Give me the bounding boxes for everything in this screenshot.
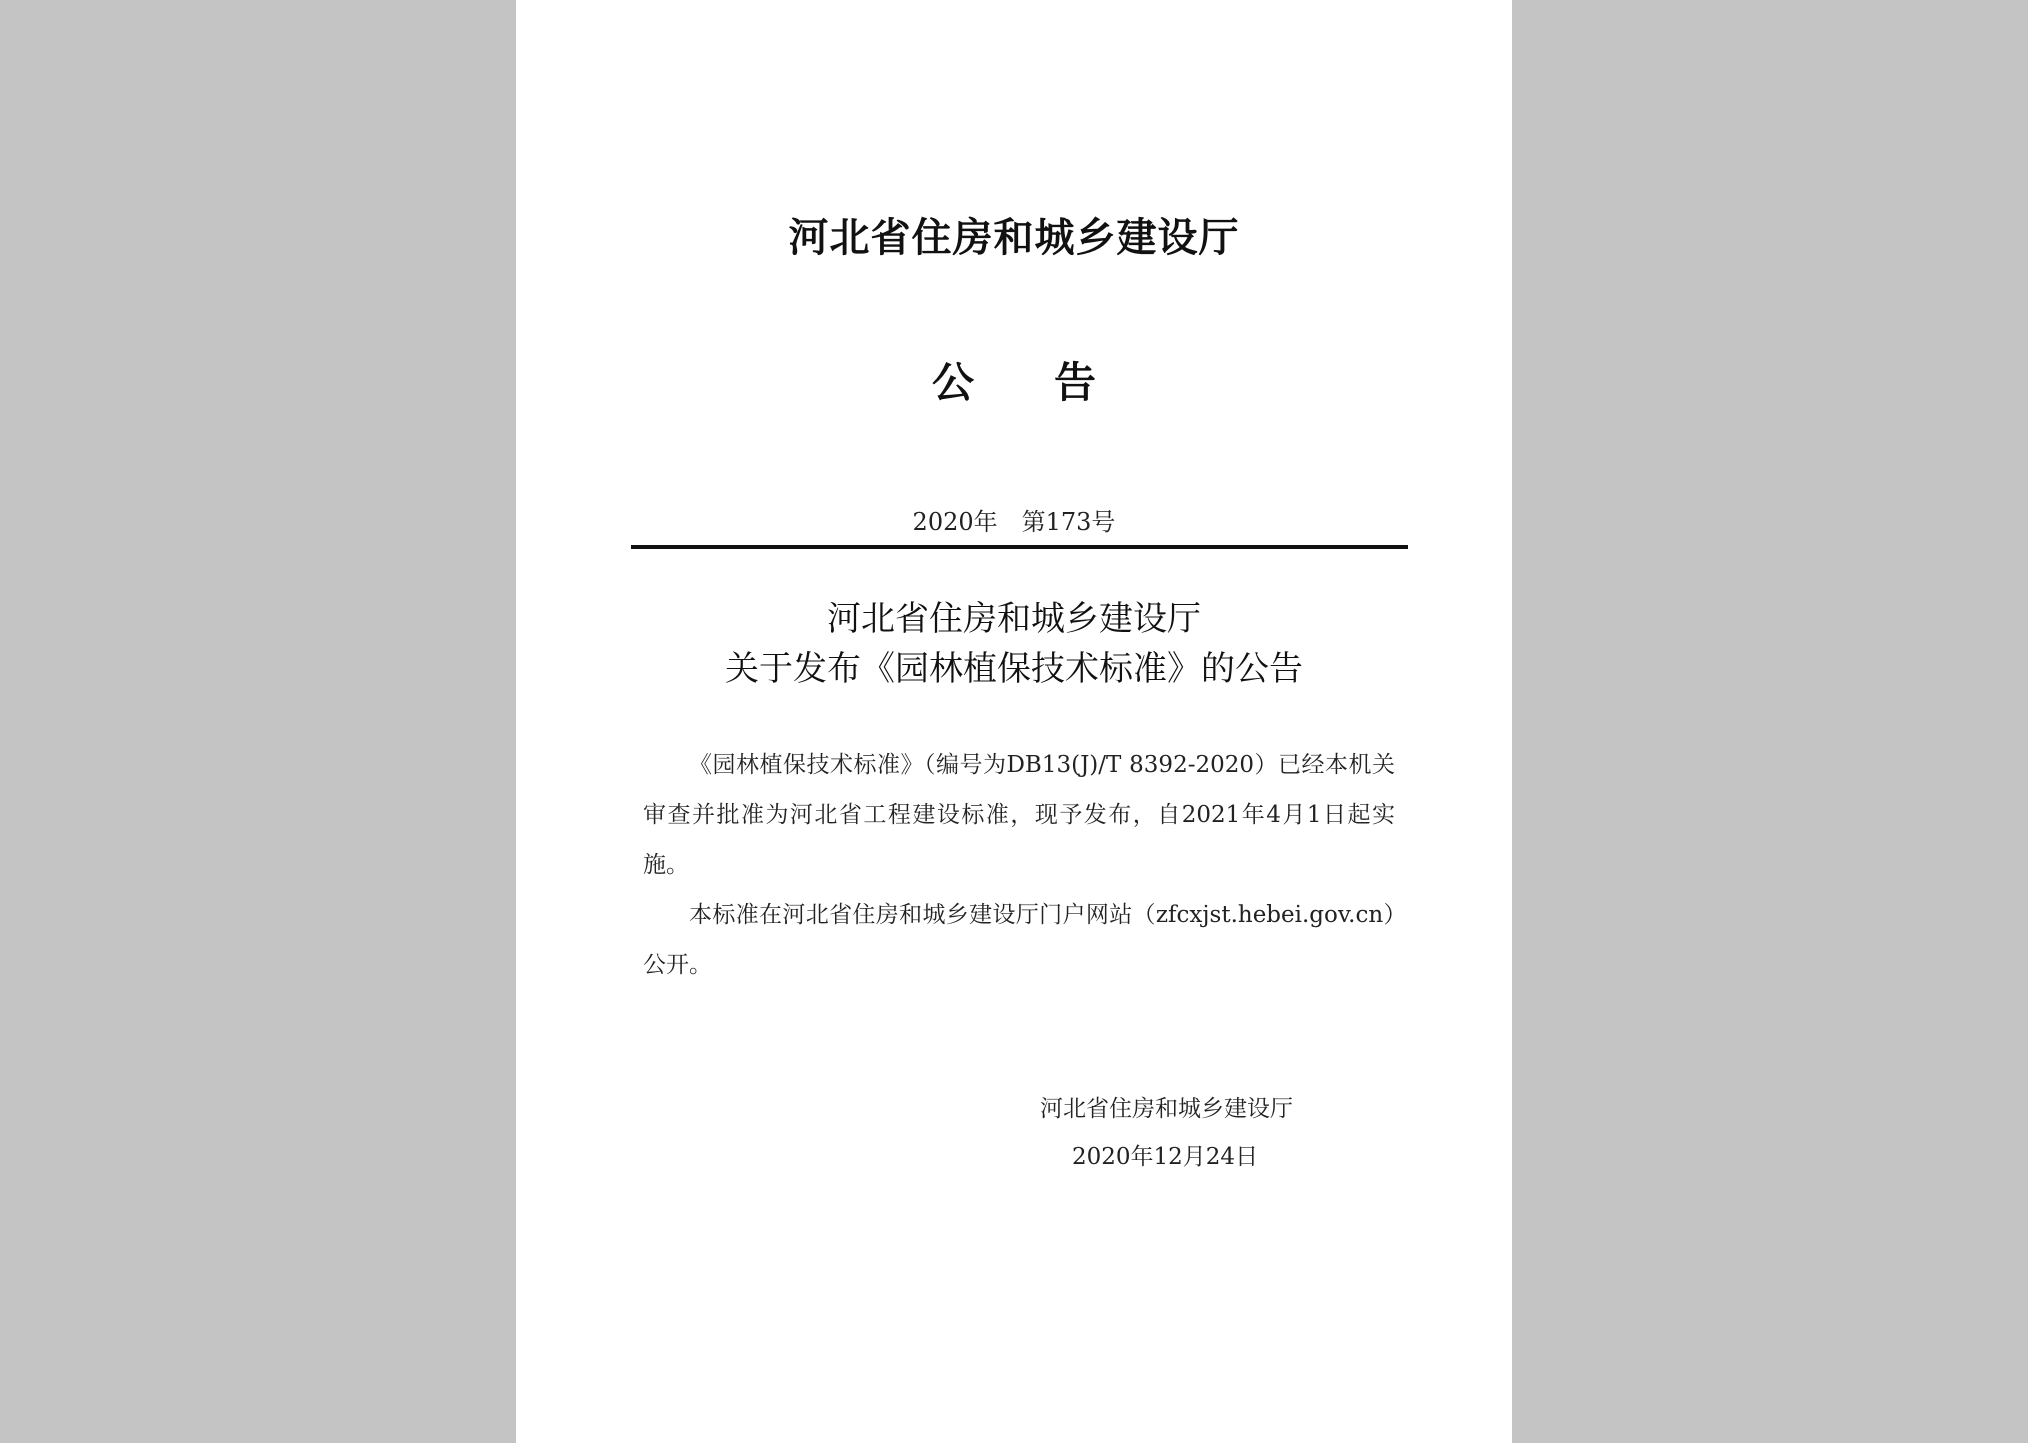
signature-date: 2020年12月24日 <box>1072 1144 1259 1170</box>
header-divider <box>631 545 1408 549</box>
document-type-heading: 公告 <box>931 358 1176 407</box>
document-page <box>516 0 1512 1443</box>
document-number: 2020年 第173号 <box>912 508 1116 536</box>
notice-title <box>516 594 1512 694</box>
body-paragraph-2: 本标准在河北省住房和城乡建设厅门户网站（zfcxjst.hebei.gov.cn）公开。 <box>643 902 1395 978</box>
body-paragraph-1: 《园林植保技术标准》（编号为DB13(J)/T 8392-2020）已经本机关审查并批准为河北省工程建设标准，现予发布，自2021年4月1日起实施。 <box>643 752 1395 878</box>
notice-title-line-1: 河北省住房和城乡建设厅 <box>827 599 1201 639</box>
notice-title-line-2: 关于发布《园林植保技术标准》的公告 <box>725 649 1303 689</box>
notice-body <box>643 740 1395 990</box>
agency-title: 河北省住房和城乡建设厅 <box>788 214 1240 261</box>
signature-organization: 河北省住房和城乡建设厅 <box>1040 1096 1293 1122</box>
